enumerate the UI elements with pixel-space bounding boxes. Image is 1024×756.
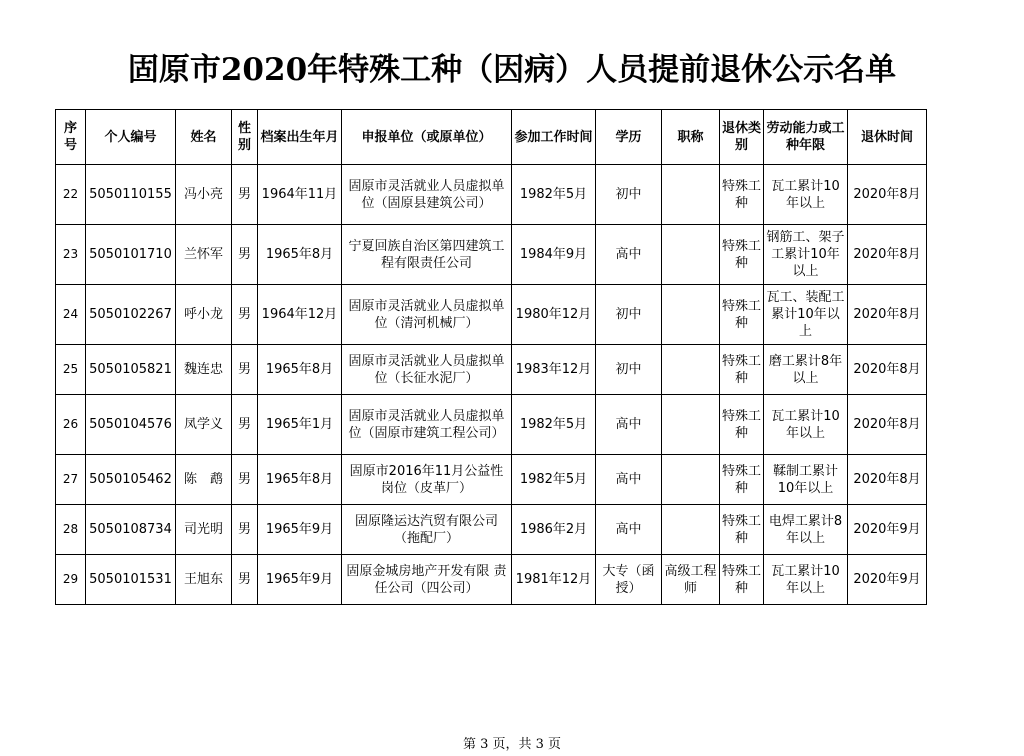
cell-seq: 29: [56, 555, 86, 605]
cell-personal-id: 5050104576: [86, 395, 176, 455]
cell-name: 司光明: [176, 505, 232, 555]
header-unit: 申报单位（或原单位）: [342, 110, 512, 165]
cell-title: [662, 505, 720, 555]
cell-work-start: 1982年5月: [512, 165, 596, 225]
cell-birth: 1965年9月: [258, 555, 342, 605]
cell-name: 王旭东: [176, 555, 232, 605]
cell-education: 高中: [596, 225, 662, 285]
cell-seq: 24: [56, 285, 86, 345]
cell-title: [662, 165, 720, 225]
table-row: [56, 555, 927, 605]
cell-birth: 1964年12月: [258, 285, 342, 345]
header-title: 职称: [662, 110, 720, 165]
cell-gender: 男: [232, 395, 258, 455]
cell-gender: 男: [232, 455, 258, 505]
cell-birth: 1965年8月: [258, 225, 342, 285]
cell-personal-id: 5050105821: [86, 345, 176, 395]
cell-seq: 22: [56, 165, 86, 225]
cell-personal-id: 5050105462: [86, 455, 176, 505]
header-ability: 劳动能力或工种年限: [764, 110, 848, 165]
table-row: [56, 165, 927, 225]
table-row: [56, 505, 927, 555]
cell-birth: 1965年9月: [258, 505, 342, 555]
cell-birth: 1965年8月: [258, 455, 342, 505]
cell-education: 初中: [596, 345, 662, 395]
cell-retire: 2020年8月: [848, 395, 927, 455]
cell-seq: 28: [56, 505, 86, 555]
cell-category: 特殊工种: [720, 395, 764, 455]
cell-title: [662, 395, 720, 455]
cell-work-start: 1984年9月: [512, 225, 596, 285]
table-row: [56, 455, 927, 505]
cell-ability: 瓦工累计10年以上: [764, 165, 848, 225]
cell-education: 大专（函授）: [596, 555, 662, 605]
table-row: [56, 395, 927, 455]
cell-work-start: 1983年12月: [512, 345, 596, 395]
cell-ability: 电焊工累计8年以上: [764, 505, 848, 555]
cell-personal-id: 5050101710: [86, 225, 176, 285]
cell-title: [662, 285, 720, 345]
cell-seq: 25: [56, 345, 86, 395]
header-gender: 性别: [232, 110, 258, 165]
cell-education: 初中: [596, 285, 662, 345]
cell-unit: 固原隆运达汽贸有限公司（拖配厂）: [342, 505, 512, 555]
cell-category: 特殊工种: [720, 505, 764, 555]
cell-education: 初中: [596, 165, 662, 225]
cell-title: 高级工程师: [662, 555, 720, 605]
table-row: [56, 225, 927, 285]
cell-personal-id: 5050110155: [86, 165, 176, 225]
page-title: 固原市2020年特殊工种（因病）人员提前退休公示名单: [127, 52, 897, 88]
table-header-row: [56, 110, 927, 165]
cell-category: 特殊工种: [720, 165, 764, 225]
cell-seq: 23: [56, 225, 86, 285]
cell-work-start: 1982年5月: [512, 395, 596, 455]
cell-gender: 男: [232, 505, 258, 555]
cell-category: 特殊工种: [720, 285, 764, 345]
cell-unit: 固原市2016年11月公益性岗位（皮革厂）: [342, 455, 512, 505]
header-personal-id: 个人编号: [86, 110, 176, 165]
cell-seq: 26: [56, 395, 86, 455]
retirement-table: [55, 109, 927, 605]
cell-name: 兰怀军: [176, 225, 232, 285]
cell-education: 高中: [596, 505, 662, 555]
cell-unit: 固原金城房地产开发有限 责任公司（四公司）: [342, 555, 512, 605]
cell-retire: 2020年8月: [848, 345, 927, 395]
cell-title: [662, 225, 720, 285]
header-work-start: 参加工作时间: [512, 110, 596, 165]
cell-gender: 男: [232, 165, 258, 225]
cell-gender: 男: [232, 225, 258, 285]
cell-unit: 固原市灵活就业人员虚拟单位（清河机械厂）: [342, 285, 512, 345]
cell-birth: 1964年11月: [258, 165, 342, 225]
cell-name: 冯小亮: [176, 165, 232, 225]
header-education: 学历: [596, 110, 662, 165]
cell-ability: 瓦工、装配工累计10年以上: [764, 285, 848, 345]
cell-retire: 2020年8月: [848, 285, 927, 345]
cell-ability: 瓦工累计10年以上: [764, 555, 848, 605]
cell-retire: 2020年9月: [848, 555, 927, 605]
header-name: 姓名: [176, 110, 232, 165]
cell-name: 凤学义: [176, 395, 232, 455]
cell-gender: 男: [232, 555, 258, 605]
header-birth: 档案出生年月: [258, 110, 342, 165]
cell-ability: 瓦工累计10年以上: [764, 395, 848, 455]
cell-gender: 男: [232, 345, 258, 395]
cell-birth: 1965年8月: [258, 345, 342, 395]
table-row: [56, 345, 927, 395]
cell-seq: 27: [56, 455, 86, 505]
cell-education: 高中: [596, 395, 662, 455]
cell-birth: 1965年1月: [258, 395, 342, 455]
cell-unit: 固原市灵活就业人员虚拟单位（固原县建筑公司）: [342, 165, 512, 225]
cell-personal-id: 5050108734: [86, 505, 176, 555]
cell-name: 呼小龙: [176, 285, 232, 345]
cell-education: 高中: [596, 455, 662, 505]
cell-personal-id: 5050101531: [86, 555, 176, 605]
cell-unit: 宁夏回族自治区第四建筑工程有限责任公司: [342, 225, 512, 285]
cell-retire: 2020年8月: [848, 225, 927, 285]
cell-retire: 2020年9月: [848, 505, 927, 555]
header-category: 退休类别: [720, 110, 764, 165]
cell-personal-id: 5050102267: [86, 285, 176, 345]
cell-category: 特殊工种: [720, 555, 764, 605]
header-seq: 序号: [56, 110, 86, 165]
cell-retire: 2020年8月: [848, 455, 927, 505]
cell-work-start: 1986年2月: [512, 505, 596, 555]
cell-ability: 磨工累计8年以上: [764, 345, 848, 395]
cell-title: [662, 345, 720, 395]
cell-name: 魏连忠: [176, 345, 232, 395]
page-number: 第 3 页，共 3 页: [462, 737, 562, 752]
cell-title: [662, 455, 720, 505]
cell-category: 特殊工种: [720, 225, 764, 285]
cell-category: 特殊工种: [720, 455, 764, 505]
cell-retire: 2020年8月: [848, 165, 927, 225]
cell-work-start: 1982年5月: [512, 455, 596, 505]
cell-ability: 鞣制工累计10年以上: [764, 455, 848, 505]
cell-unit: 固原市灵活就业人员虚拟单位（长征水泥厂）: [342, 345, 512, 395]
cell-work-start: 1981年12月: [512, 555, 596, 605]
cell-name: 陈 鹉: [176, 455, 232, 505]
header-retire: 退休时间: [848, 110, 927, 165]
cell-category: 特殊工种: [720, 345, 764, 395]
cell-ability: 钢筋工、架子工累计10年以上: [764, 225, 848, 285]
table-row: [56, 285, 927, 345]
cell-gender: 男: [232, 285, 258, 345]
cell-unit: 固原市灵活就业人员虚拟单位（固原市建筑工程公司）: [342, 395, 512, 455]
cell-work-start: 1980年12月: [512, 285, 596, 345]
